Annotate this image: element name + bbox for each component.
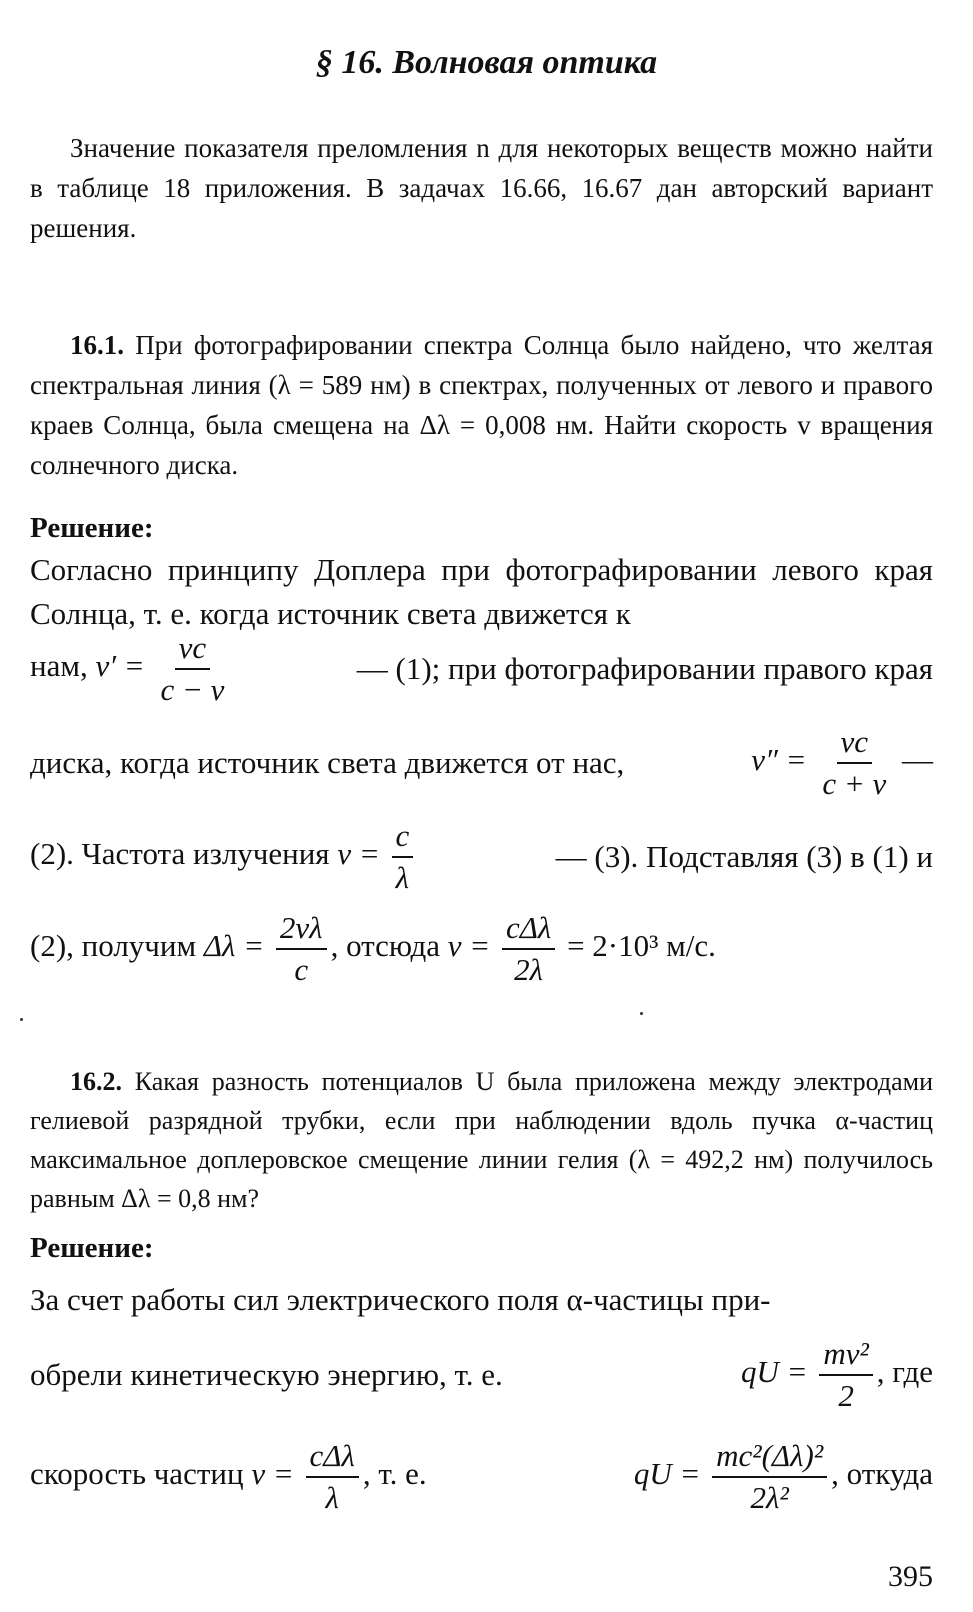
text: , где	[876, 1354, 933, 1390]
fraction	[502, 910, 555, 988]
denominator: λ	[325, 1480, 339, 1515]
fraction	[819, 1336, 872, 1414]
fraction	[818, 724, 890, 802]
fraction	[276, 910, 327, 988]
text: —	[902, 742, 933, 778]
formula-lhs: qU =	[633, 1456, 701, 1492]
numerator: c	[392, 818, 414, 858]
formula-line	[30, 1336, 933, 1414]
fraction	[306, 1438, 359, 1516]
numerator: 2vλ	[276, 910, 327, 950]
denominator: c − v	[160, 672, 225, 707]
formula-lhs: ν″ =	[751, 742, 807, 778]
formula-line	[30, 818, 933, 896]
solution-text: За счет работы сил электрического поля α-частицы при-	[30, 1282, 771, 1317]
numerator: mv²	[819, 1336, 872, 1376]
numerator: mc²(Δλ)²	[712, 1438, 827, 1478]
text: , откуда	[831, 1456, 933, 1492]
text: — (3). Подставляя (3) в (1) и	[555, 839, 933, 874]
scan-speck	[20, 1018, 23, 1021]
formula-line	[30, 910, 933, 988]
text: скорость частиц	[30, 1456, 244, 1492]
denominator: 2λ	[514, 952, 544, 987]
denominator: c	[294, 952, 309, 987]
scan-speck	[640, 1012, 643, 1015]
numerator: νc	[175, 630, 211, 670]
problem-text: При фотографировании спектра Солнца было найдено, что желтая спектральная линия (λ = 589 нм) в спектрах, полученных от левого и правого краев Солнца, была смещена на Δλ = 0,008 нм. Найти скорость v вращения солнечного диска.	[30, 330, 933, 480]
text: — (1); при фотографировании правого края	[356, 651, 933, 686]
formula-line	[30, 1438, 933, 1516]
denominator: c + v	[822, 766, 887, 801]
fraction	[392, 818, 414, 896]
problem-text: Какая разность потенциалов U была приложена между электродами гелиевой разрядной трубки, если при наблюдении вдоль пучка α-частиц максимальное доплеровское смещение линии гелия (λ = 492,2 нм) получилось равным Δλ = 0,8 нм?	[30, 1067, 933, 1213]
text: нам,	[30, 648, 88, 684]
text: , т. е.	[362, 1456, 427, 1492]
text: , отсюда	[330, 928, 440, 964]
text: диска, когда источник света движется от нас,	[30, 745, 625, 780]
formula-lhs: v =	[251, 1456, 294, 1492]
denominator: 2	[838, 1378, 854, 1413]
solution-text: Согласно принципу Доплера при фотографировании левого края Солнца, т. е. когда источник света движется к	[30, 552, 933, 631]
formula-lhs: ν′ =	[95, 648, 145, 684]
problem-number: 16.1.	[70, 330, 124, 360]
numerator: νc	[837, 724, 873, 764]
denominator: 2λ²	[750, 1480, 789, 1515]
formula-lhs: qU =	[741, 1354, 808, 1390]
formula-line	[30, 724, 933, 802]
solution-heading: Решение:	[30, 1232, 154, 1264]
problem-16-1	[30, 325, 933, 485]
denominator: λ	[395, 860, 410, 895]
text: (2), получим	[30, 928, 197, 964]
solution-heading: Решение:	[30, 512, 154, 544]
text: обрели кинетическую энергию, т. е.	[30, 1357, 503, 1392]
fraction	[156, 630, 228, 708]
section-title: § 16. Волновая оптика	[315, 44, 658, 81]
problem-number: 16.2.	[70, 1067, 122, 1096]
formula-lhs: v =	[447, 928, 491, 964]
formula-lhs: ν =	[337, 836, 380, 872]
page-number: 395	[888, 1560, 933, 1593]
text: (2). Частота излучения	[30, 836, 330, 872]
problem-16-2	[30, 1062, 933, 1218]
formula-line	[30, 630, 933, 708]
numerator: cΔλ	[306, 1438, 359, 1478]
numerator: cΔλ	[502, 910, 555, 950]
formula-lhs: Δλ =	[203, 928, 265, 964]
fraction	[712, 1438, 827, 1516]
intro-paragraph: Значение показателя преломления n для некоторых веществ можно найти в таблице 18 приложения. В задачах 16.66, 16.67 дан авторский вариант решения.	[30, 133, 933, 243]
result: = 2·10³ м/с.	[567, 928, 716, 964]
